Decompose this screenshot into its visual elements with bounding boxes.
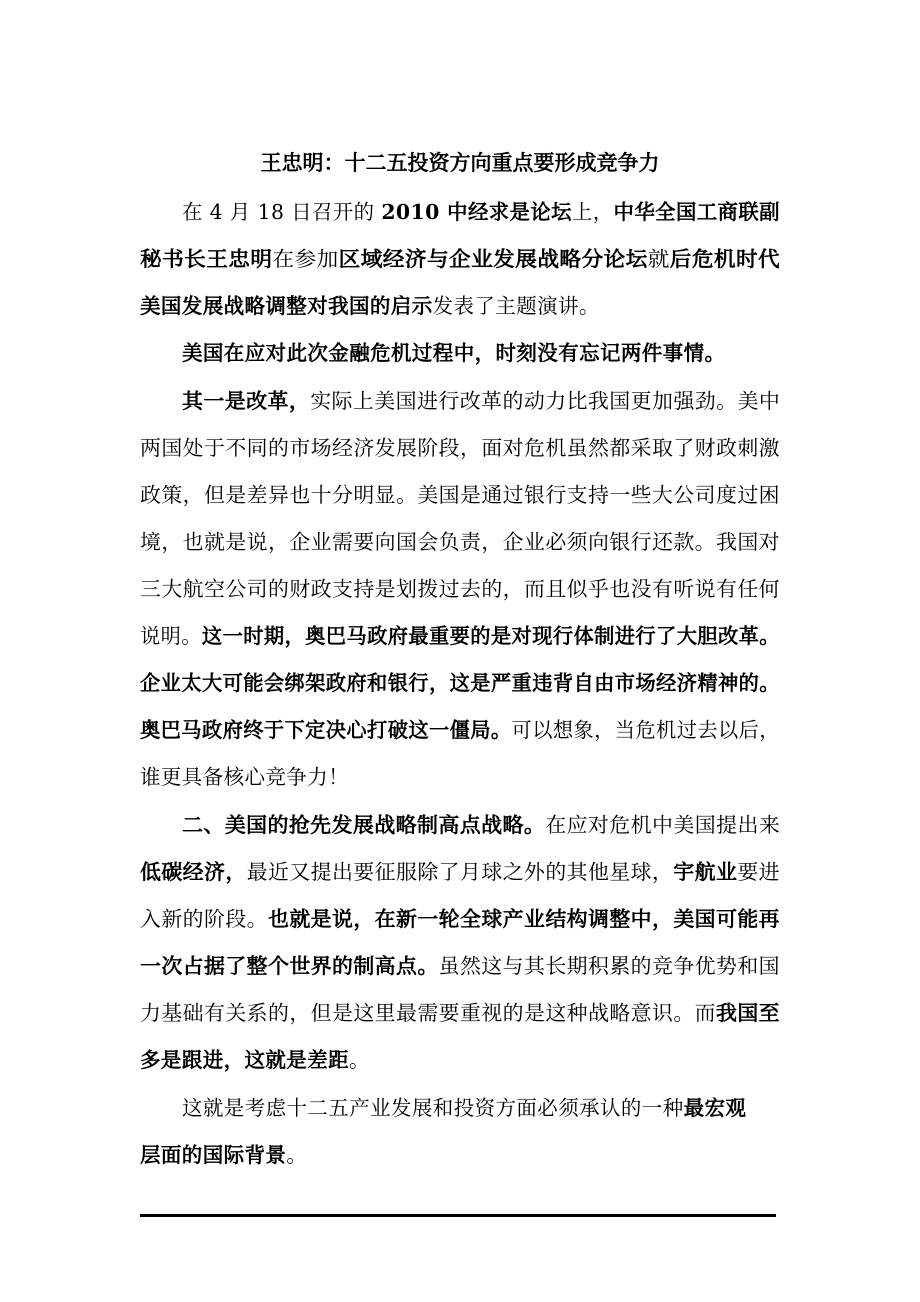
bold-text: 这一时期，奥巴马政府最重要的是对现行体制进行了大胆改革。 (201, 624, 780, 648)
text-line (140, 1137, 307, 1173)
text-line (140, 759, 349, 795)
text-line (140, 854, 780, 890)
bold-text: 一次占据了整个世界的制高点。 (140, 954, 439, 978)
bold-text: 企业太大可能会绑架政府和银行，这是严重违背自由市场经济精神的。 (140, 671, 780, 695)
text-line (140, 288, 600, 324)
text: 上， (571, 200, 614, 224)
bold-text: 低碳经济， (140, 860, 247, 884)
text-line (182, 335, 725, 371)
text-line (140, 241, 780, 277)
text: 三大航空公司的财政支持是划拨过去的，而且似乎也没有听说有任何 (140, 577, 780, 601)
text: 可以想象，当危机过去以后， (511, 718, 780, 742)
bold-text: 秘书长王忠明 (140, 247, 273, 271)
text: 发表了主题演讲。 (432, 294, 600, 318)
bold-text: 中华全国工商联副 (613, 200, 780, 224)
text: 两国处于不同的市场经济发展阶段，面对危机虽然都采取了财政刺激 (140, 436, 780, 460)
text-line (182, 1090, 746, 1126)
text: 要进 (737, 860, 781, 884)
text: 力基础有关系的，但是这里最需要重视的是这种战略意识。而 (140, 1001, 717, 1025)
text: 在 4 月 18 日召开的 (182, 200, 382, 224)
text: 就 (647, 247, 670, 271)
text-line (140, 665, 780, 701)
text-line (140, 948, 780, 984)
text-line (140, 524, 780, 560)
text-line (140, 430, 780, 466)
footer-rule (140, 1214, 776, 1217)
text: 虽然这与其长期积累的竞争优势和国 (438, 954, 781, 978)
bold-text: 我国至 (716, 1001, 781, 1025)
text-line (140, 712, 780, 748)
text-line (182, 194, 780, 230)
text-line (182, 807, 780, 843)
bold-text: 美国发展战略调整对我国的启示 (140, 294, 433, 318)
bold-text: 也就是说，在新一轮全球产业结构调整中，美国可能再 (268, 907, 781, 931)
bold-text: 奥巴马政府终于下定决心打破这一僵局。 (140, 718, 512, 742)
text: 最近又提出要征服除了月球之外的其他星球， (246, 860, 674, 884)
text: 谁更具备核心竞争力！ (140, 765, 349, 789)
text-line (140, 901, 780, 937)
text-line (140, 1042, 370, 1078)
text: 说明。 (140, 624, 202, 648)
bold-text: 其一是改革， (182, 389, 311, 413)
bold-text: 最宏观 (683, 1096, 747, 1120)
text: 。 (349, 1048, 370, 1072)
text-line (140, 477, 780, 513)
text-line (140, 995, 780, 1031)
bold-text: 二、美国的抢先发展战略制高点战略。 (182, 813, 546, 837)
bold-text: 层面的国际背景 (140, 1143, 287, 1167)
text-line (140, 571, 780, 607)
bold-text: 宇航业 (673, 860, 738, 884)
text: 境，也就是说，企业需要向国会负责，企业必须向银行还款。我国对 (140, 530, 780, 554)
bold-text: 区域经济与企业发展战略分论坛 (338, 247, 648, 271)
bold-text: 2010 中经求是论坛 (381, 200, 572, 224)
document-title: 王忠明：十二五投资方向重点要形成竞争力 (260, 150, 660, 175)
text: 在应对危机中美国提出来 (545, 813, 781, 837)
text: 这就是考虑十二五产业发展和投资方面必须承认的一种 (182, 1096, 684, 1120)
bold-text: 多是跟进，这就是差距 (140, 1048, 349, 1072)
text: 政策，但是差异也十分明显。美国是通过银行支持一些大公司度过困 (140, 483, 780, 507)
text: 入新的阶段。 (140, 907, 269, 931)
text: 。 (286, 1143, 308, 1167)
bold-text: 后危机时代 (669, 247, 781, 271)
text-line (140, 618, 780, 654)
bold-text: 美国在应对此次金融危机过程中，时刻没有忘记两件事情。 (182, 341, 726, 365)
text-line (182, 383, 780, 419)
text: 实际上美国进行改革的动力比我国更加强劲。美中 (310, 389, 781, 413)
text: 在参加 (272, 247, 339, 271)
